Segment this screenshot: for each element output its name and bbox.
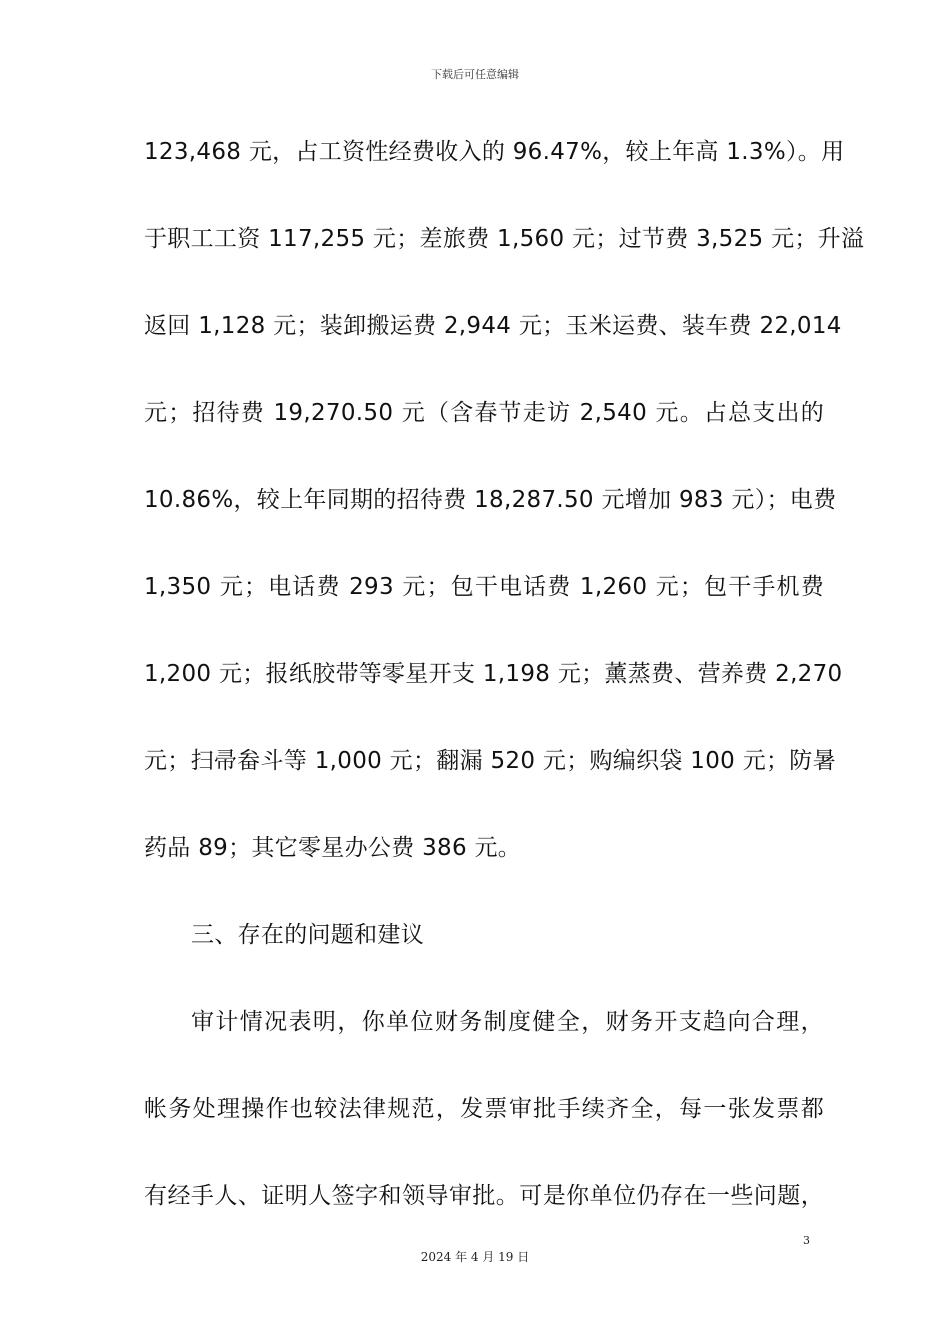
body-line: 元；招待费 19,270.50 元（含春节走访 2,540 元。占总支出的 <box>144 400 824 426</box>
body-line: 药品 89；其它零星办公费 386 元。 <box>144 835 522 861</box>
section-heading: 三、存在的问题和建议 <box>191 922 424 948</box>
body-line: 10.86%，较上年同期的招待费 18,287.50 元增加 983 元）；电费 <box>144 487 837 513</box>
document-body <box>144 130 865 1261</box>
page-number: 3 <box>803 1234 810 1247</box>
page-footer-date: 2024 年 4 月 19 日 <box>420 1250 530 1264</box>
body-line: 审计情况表明，你单位财务制度健全，财务开支趋向合理， <box>191 1009 824 1035</box>
body-line: 帐务处理操作也较法律规范，发票审批手续齐全，每一张发票都 <box>144 1096 824 1122</box>
page-header: 下载后可任意编辑 <box>431 68 519 81</box>
body-line: 于职工工资 117,255 元；差旅费 1,560 元；过节费 3,525 元；升溢 <box>144 226 865 252</box>
body-line: 1,200 元；报纸胶带等零星开支 1,198 元；薰蒸费、营养费 2,270 <box>144 661 843 687</box>
body-line: 有经手人、证明人签字和领导审批。可是你单位仍存在一些问题， <box>144 1183 824 1209</box>
body-line: 1,350 元；电话费 293 元；包干电话费 1,260 元；包干手机费 <box>144 574 824 600</box>
body-line: 返回 1,128 元；装卸搬运费 2,944 元；玉米运费、装车费 22,014 <box>144 313 842 339</box>
body-line: 元；扫帚畚斗等 1,000 元；翻漏 520 元；购编织袋 100 元；防暑 <box>144 748 836 774</box>
body-line: 123,468 元，占工资性经费收入的 96.47%，较上年高 1.3%）。用 <box>144 139 845 165</box>
